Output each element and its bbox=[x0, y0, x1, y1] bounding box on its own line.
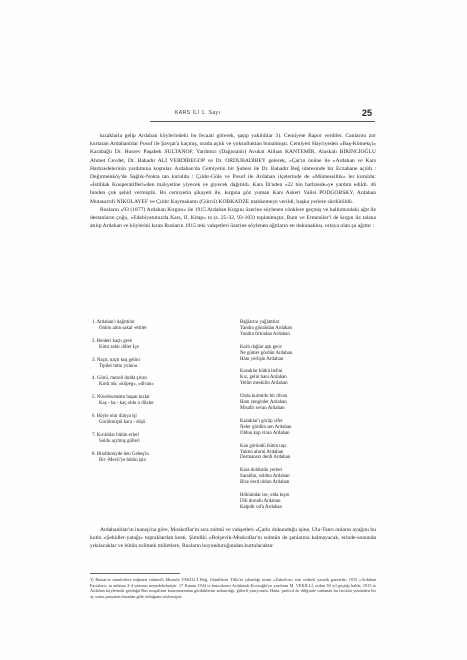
poem-line: Saraldın, soldun Ardahan bbox=[240, 474, 290, 480]
poem-line: Kazaklar'ı görüp cifer bbox=[240, 418, 283, 424]
poem-line: Kız, gelin hani Ardahan bbox=[240, 375, 287, 381]
poem-line: Bize dord oldun Ardahan bbox=[240, 480, 290, 486]
poem-line: 1. Ardahan'ı dağıttılar bbox=[92, 320, 135, 325]
header-rule bbox=[150, 121, 375, 122]
poem-left-column bbox=[92, 320, 227, 471]
running-header bbox=[150, 108, 375, 122]
poem-line: Onda kurtuldu bir divan bbox=[240, 394, 288, 400]
poem-line: Onbin altın sakal -ettiler bbox=[99, 325, 147, 331]
poem-line: Oldun kap viran Ardahan bbox=[240, 430, 290, 436]
poem-line: Hanı zenginler Ardahan bbox=[240, 400, 287, 406]
poem-stanza bbox=[240, 345, 375, 363]
poem-line: 7. Kırıldılar bütün erleri bbox=[92, 432, 139, 438]
poem-line: 6. Böyle olur dünya işi bbox=[92, 414, 137, 420]
poem-stanza bbox=[92, 339, 227, 351]
poem-stanza bbox=[92, 358, 227, 370]
poem-line: Misafir sevan Ardahan bbox=[240, 405, 285, 411]
poem-stanza bbox=[92, 414, 227, 426]
poem-lament bbox=[90, 320, 376, 525]
poem-line: Dermansız derdi Ardahan bbox=[240, 455, 291, 461]
poem-line: Neler gördün sen Ardahan bbox=[240, 424, 292, 430]
poem-stanza bbox=[92, 320, 227, 332]
poem-line: Yetim meskilin Ardahan bbox=[240, 381, 288, 387]
poem-line: Yandın fırtından Ardahan bbox=[240, 331, 290, 337]
poem-line: Dili durudu Ardahan bbox=[240, 498, 281, 504]
poem-line: Tipiler tuttu yolunu bbox=[99, 363, 138, 369]
poem-stanza bbox=[240, 444, 375, 462]
poem-line: Yandın gönahdan Ardahan bbox=[240, 325, 292, 331]
poem-stanza bbox=[240, 369, 375, 387]
poem-line: Karlı dağlar aştı gece bbox=[240, 344, 282, 350]
poem-line: Kalpdir od'a Ardahan bbox=[240, 504, 282, 510]
poem-line: 4. Gönü, mezeli dolda şivan bbox=[92, 376, 147, 382]
poem-line: Kaç - ha - kaç oldu o diizler bbox=[99, 401, 154, 407]
poem-line: 2. Benleri kaçtı gece bbox=[92, 338, 133, 344]
footnote-rule bbox=[90, 573, 180, 574]
footnote: 3) Rusiar'ın sanatlırlere neğmen vahmetli Mustafa VEKİLLİ Beğ, Gönüllerin Tiflis'te çıkardığı resmi «Zaketfon» sini celtkeli yaratık gazetede, 1915 «Ardahan Faciaları» nı anlatan 3-4 yazısını neşredebilmiştir. 17 Kanun 1944 te hatıralarını Ardahanlı Kocaoğlu'ya yazdıran M. VEKİLLİ, ordan 30 yıl geçtiği halde, 1915 te Ardahan köylerinde gördüğü Rus muşaliimi katırmtarından gördüklerini anlatırdığı, ğitlerli yazıyorum. Hatta, şanlıcıl de diliğinde canlanan bu facialar yüzünden bir ay sonra pasyaten buradan göle olduğunu söylemiştir. bbox=[90, 577, 376, 599]
poem-line: 3. Naçtı, naçtı kuş gelini bbox=[92, 357, 140, 363]
running-title: KARS İLİ 1. Sayı bbox=[175, 110, 221, 116]
poem-stanza bbox=[240, 320, 375, 338]
poem-line: Kırdı nüc «köpeg», «divan» bbox=[99, 382, 154, 388]
poem-line: Kan göründü bütün taşı bbox=[240, 443, 287, 449]
poem-line: Hökümdar ise, olda kışın bbox=[240, 493, 290, 499]
poem-line: Kara doldurdu yerleri bbox=[240, 468, 283, 474]
poem-stanza bbox=[92, 433, 227, 445]
poem-line: Bağlarını yağlattılar bbox=[240, 320, 280, 325]
poem-stanza bbox=[240, 419, 375, 437]
poem-stanza bbox=[92, 452, 227, 464]
body-text bbox=[90, 132, 376, 230]
poem-stanza bbox=[240, 394, 375, 412]
poem-line: Hanı yerlişin Ardahan bbox=[240, 356, 284, 362]
poem-line: Yaktın ahırni Ardahan bbox=[240, 449, 284, 455]
poem-line: 8. Bindikmiyde ben Gebeş'in bbox=[92, 451, 149, 457]
paragraph: Rusların «93 (1877) Ardahan Kırgını» ile 1915 Ardahan Kırgını üzerine söylenen cönklere geçmiş ve halkımızdaki ağıt ile destanların çoğu, «Edebiyatımızda Kars, II. Kitap» ta (s. 25-32, 93-103) toplanmıştır, Rum ve Ermeniler'i de kırgın ile talana atılıp Ardahan ve köylerini kıran Rusların 1915 teki vahşetleri üzerine söylenen ağıtların en dokunaklısı, ortaya olan şu ağıttır : bbox=[90, 206, 376, 230]
poem-stanza bbox=[92, 376, 227, 388]
poem-right-column bbox=[240, 320, 375, 518]
poem-line: Kimi zehir diller İçe bbox=[99, 344, 139, 350]
poem-line: Bir -Mevli'ye bütün işin bbox=[99, 457, 146, 463]
paragraph: Ardahanlılar'ın inanışı'na göre, Moskoflar'ın sıra zulmü ve vahşetleri «Çarkı dokunduğu işine, Ulu-Tanrı onların ayağını bu kutlu «Şehidler-yatağı» topraklardan kesti. Şimdiki «Bolşevik-Moskoflar'ın sulmün de şanlarına kalmayacak, erinde-sonunda yıkılacaklar ve bütün ezilmek milletlere, Rusların boyunduruğundan kurtulacaktır. bbox=[90, 527, 376, 550]
poem-line: Görülmüştü kara - döşü bbox=[99, 419, 146, 425]
closing-text bbox=[90, 526, 376, 551]
poem-line: 5. Nüvehwenden başan kızlar bbox=[92, 395, 150, 401]
poem-line: Soldu açılmış gülleri bbox=[99, 438, 140, 444]
poem-stanza bbox=[92, 395, 227, 407]
poem-stanza bbox=[240, 468, 375, 486]
poem-line: Kazaklar bütkü belini bbox=[240, 369, 283, 375]
poem-line: Ne günler gördün Ardahan bbox=[240, 350, 293, 356]
paragraph: kızaklarla gelip Ardahan köylerindeki bu fecaati görerek, şaşıp yakıldılar 3). Cemiyete Rapor verdiler. Canlarını zor kurtaran Ardahanlılar Posof ile Şavşat'a kaçmış, orada açlık ve yoksulluktan bunalmıştı. Cemiyeti Hayriyeden «Baş-Kömekçi» Karabağlı Dr. Husrev Paşabek SULTANOF, Yardımcı (Dağıstanlı) Avukat Alihan KANTEMİR, Alaskalı BİRİNCİOĞLU Ahmet Cevdet, Dr. Bahadır ALİ VERDİBEGOP ve Dr. ORDUBADİBEY gelerek, «Çar'ın önüne ile «Ardahan ve Kars Harbzedelerinin yardımına koştular. Ardahan'da Cemiyetin bir Şubesi ile Dr. Bahadır Beğ idaresinde bir Eczahane açıldı : Değirmenköy'de Sağlık-Nokta tan kuruldu : Çıldır-Göle ve Posof ile Ardahan ilçelerinde de «Mümessillik» ler kuruldu: «İstihlak Kooperatifleri»den malıyetine yiyecek ve giyecek dağıtıldı. Kars İli'nden «22 bin harbzede»ye yardım edildi. 46 binden çok şehid vermiştik. Bu cemiyetin şikayeti ile, kırgına göz yuman Kars Askeri Valisi PODGORSKY, Ardahan Mutasarrıfı NİKOLAYEF ve Çıldır Kaymakamı (Gürcü) KOBKADZE mahkemeye verildi, başka yerlere sürdürüldü. bbox=[90, 133, 376, 205]
poem-stanza bbox=[240, 493, 375, 511]
page-number: 25 bbox=[362, 108, 373, 118]
